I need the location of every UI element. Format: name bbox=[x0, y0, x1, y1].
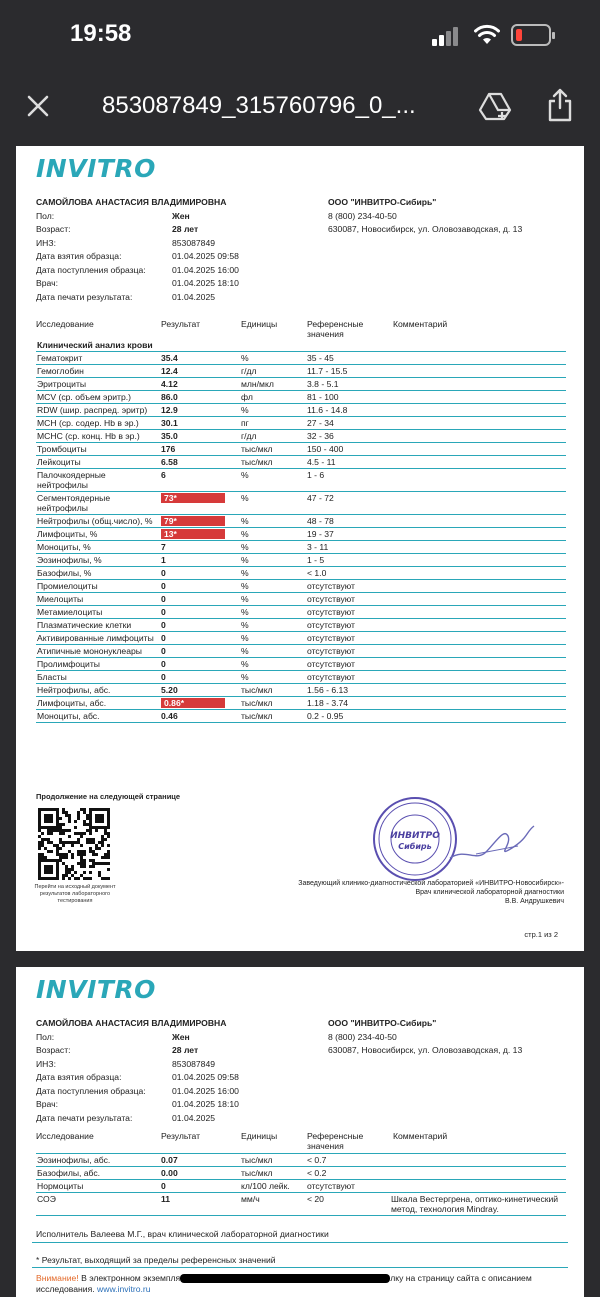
cell-comment bbox=[390, 697, 566, 710]
cell-ref: отсутствуют bbox=[306, 671, 390, 684]
abnormal-flag: 0.86* bbox=[161, 698, 225, 708]
field-label: Дата поступления образца: bbox=[36, 1085, 146, 1096]
field-label: Пол: bbox=[36, 1031, 55, 1042]
cell-unit: тыс/мкл bbox=[240, 710, 306, 723]
col-reference: Референсные значения bbox=[307, 1131, 364, 1151]
table-row bbox=[36, 1180, 566, 1193]
cell-comment bbox=[390, 456, 566, 469]
cell-value: 35.0 bbox=[160, 430, 240, 443]
lab-info bbox=[328, 196, 578, 237]
field-label: Возраст: bbox=[36, 224, 71, 234]
table-row bbox=[36, 710, 566, 723]
cell-unit: % bbox=[240, 352, 306, 365]
cell-value: 35.4 bbox=[160, 352, 240, 365]
table-row bbox=[36, 391, 566, 404]
close-icon[interactable] bbox=[24, 92, 52, 120]
cell-name: Промиелоциты bbox=[36, 580, 160, 593]
cell-unit: % bbox=[240, 671, 306, 684]
table-row bbox=[36, 567, 566, 580]
file-title: 853087849_315760796_0_... bbox=[102, 92, 416, 119]
cell-name: Эозинофилы, абс. bbox=[36, 1154, 160, 1167]
cell-comment bbox=[390, 515, 566, 528]
field-label: Дата печати результата: bbox=[36, 1112, 133, 1123]
cell-value: 0 bbox=[160, 1180, 240, 1193]
doctor-title: Врач клинической лабораторной диагностики bbox=[415, 889, 564, 896]
cell-name: Моноциты, абс. bbox=[36, 710, 160, 723]
lab-head-signature-block bbox=[246, 879, 564, 906]
cell-ref: < 1.0 bbox=[306, 567, 390, 580]
cell-name: Бласты bbox=[36, 671, 160, 684]
cell-ref: 4.5 - 11 bbox=[306, 456, 390, 469]
table-row bbox=[36, 528, 566, 541]
cell-ref: 11.7 - 15.5 bbox=[306, 365, 390, 378]
patient-info bbox=[36, 1017, 326, 1125]
field-value: 01.04.2025 16:00 bbox=[172, 264, 239, 275]
results-table-2 bbox=[36, 1153, 566, 1216]
cell-comment: Шкала Вестергрена, оптико-кинетический метод, технология Mindray. bbox=[390, 1193, 566, 1216]
table-row bbox=[36, 593, 566, 606]
cell-name: Базофилы, % bbox=[36, 567, 160, 580]
cell-ref: отсутствуют bbox=[306, 580, 390, 593]
field-label: ИНЗ: bbox=[36, 237, 56, 248]
field-value: 01.04.2025 bbox=[172, 291, 216, 302]
cell-unit: % bbox=[240, 554, 306, 567]
attention-text-a: В электронном экземпля bbox=[78, 1273, 181, 1283]
table-row bbox=[36, 352, 566, 365]
cell-comment bbox=[390, 492, 566, 515]
cell-ref: < 0.2 bbox=[306, 1167, 390, 1180]
cell-value: 4.12 bbox=[160, 378, 240, 391]
svg-text:Сибирь: Сибирь bbox=[398, 842, 432, 851]
table-row bbox=[36, 671, 566, 684]
cell-name: Миелоциты bbox=[36, 593, 160, 606]
signal-icon bbox=[432, 26, 462, 46]
table-row bbox=[36, 430, 566, 443]
cell-unit: мм/ч bbox=[240, 1193, 306, 1216]
page-number: стр.1 из 2 bbox=[524, 930, 558, 939]
lab-address: 630087, Новосибирск, ул. Оловозаводская, д. 13 bbox=[328, 1045, 523, 1055]
table-row bbox=[36, 1154, 566, 1167]
patient-field bbox=[36, 1112, 326, 1126]
cell-comment bbox=[390, 580, 566, 593]
field-label: Дата печати результата: bbox=[36, 291, 133, 302]
table-row bbox=[36, 456, 566, 469]
cell-ref: 1 - 6 bbox=[306, 469, 390, 492]
abnormal-flag: 13* bbox=[161, 529, 225, 539]
cell-name: Нейтрофилы (общ.число), % bbox=[36, 515, 160, 528]
cell-value: 0 bbox=[160, 619, 240, 632]
lab-name: ООО "ИНВИТРО-Сибирь" bbox=[328, 197, 437, 207]
cell-ref: < 20 bbox=[306, 1193, 390, 1216]
cell-name: Плазматические клетки bbox=[36, 619, 160, 632]
cell-ref: 35 - 45 bbox=[306, 352, 390, 365]
field-label: Дата поступления образца: bbox=[36, 264, 146, 275]
col-reference: Референсные значения bbox=[307, 319, 364, 339]
patient-name: САМОЙЛОВА АНАСТАСИЯ ВЛАДИМИРОВНА bbox=[36, 197, 227, 207]
table-row bbox=[36, 469, 566, 492]
qr-code[interactable] bbox=[38, 808, 110, 880]
table-row bbox=[36, 619, 566, 632]
field-value: Жен bbox=[172, 1031, 190, 1042]
divider bbox=[32, 1242, 568, 1243]
cell-name: Палочкоядерные нейтрофилы bbox=[36, 469, 160, 492]
col-result: Результат bbox=[161, 319, 201, 329]
cell-unit: % bbox=[240, 606, 306, 619]
cell-comment bbox=[390, 430, 566, 443]
patient-field bbox=[36, 1044, 326, 1058]
cell-ref: < 0.7 bbox=[306, 1154, 390, 1167]
cell-comment bbox=[390, 528, 566, 541]
table-row bbox=[36, 1193, 566, 1216]
cell-value: 0.07 bbox=[160, 1154, 240, 1167]
table-row bbox=[36, 492, 566, 515]
cell-ref: отсутствуют bbox=[306, 593, 390, 606]
continuation-note: Продолжение на следующей странице bbox=[36, 792, 181, 801]
footnote: * Результат, выходящий за пределы референсных значений bbox=[36, 1255, 276, 1265]
cell-comment bbox=[390, 417, 566, 430]
table-row bbox=[36, 684, 566, 697]
attention-note bbox=[36, 1273, 576, 1295]
cell-ref: 150 - 400 bbox=[306, 443, 390, 456]
cell-ref: 81 - 100 bbox=[306, 391, 390, 404]
cell-unit: г/дл bbox=[240, 430, 306, 443]
cell-unit: тыс/мкл bbox=[240, 1154, 306, 1167]
cell-unit: тыс/мкл bbox=[240, 456, 306, 469]
cell-comment bbox=[390, 1167, 566, 1180]
field-label: Врач: bbox=[36, 1099, 58, 1109]
cell-ref: отсутствуют bbox=[306, 619, 390, 632]
cell-comment bbox=[390, 365, 566, 378]
field-label: Дата взятия образца: bbox=[36, 1072, 122, 1082]
cell-comment bbox=[390, 554, 566, 567]
cell-value: 11 bbox=[160, 1193, 240, 1216]
invitro-logo: INVITRO bbox=[36, 975, 156, 1004]
cell-comment bbox=[390, 378, 566, 391]
patient-field bbox=[36, 277, 326, 291]
cell-name: Тромбоциты bbox=[36, 443, 160, 456]
cell-comment bbox=[390, 391, 566, 404]
col-units: Единицы bbox=[241, 319, 278, 329]
field-value: 01.04.2025 09:58 bbox=[172, 251, 239, 261]
cell-value: 0.00 bbox=[160, 1167, 240, 1180]
field-label: ИНЗ: bbox=[36, 1058, 56, 1069]
cell-comment bbox=[390, 632, 566, 645]
invitro-link[interactable]: www.invitro.ru bbox=[97, 1284, 151, 1294]
patient-info bbox=[36, 196, 326, 304]
field-label: Врач: bbox=[36, 278, 58, 288]
cell-value bbox=[160, 697, 240, 710]
cell-ref: 48 - 78 bbox=[306, 515, 390, 528]
cell-ref: 1 - 5 bbox=[306, 554, 390, 567]
patient-name: САМОЙЛОВА АНАСТАСИЯ ВЛАДИМИРОВНА bbox=[36, 1018, 227, 1028]
cell-unit: % bbox=[240, 515, 306, 528]
table-row bbox=[36, 632, 566, 645]
invitro-logo: INVITRO bbox=[36, 154, 156, 183]
field-value: 01.04.2025 18:10 bbox=[172, 1099, 239, 1109]
cell-value: 30.1 bbox=[160, 417, 240, 430]
table-row bbox=[36, 365, 566, 378]
cell-unit: тыс/мкл bbox=[240, 443, 306, 456]
field-label: Дата взятия образца: bbox=[36, 251, 122, 261]
cell-name: Лейкоциты bbox=[36, 456, 160, 469]
cell-comment bbox=[390, 469, 566, 492]
cell-name: Лимфоциты, % bbox=[36, 528, 160, 541]
cell-name: Базофилы, абс. bbox=[36, 1167, 160, 1180]
cell-unit: фл bbox=[240, 391, 306, 404]
cell-name: СОЭ bbox=[36, 1193, 160, 1216]
cell-comment bbox=[390, 645, 566, 658]
cell-ref: 19 - 37 bbox=[306, 528, 390, 541]
doctor-name: В.В. Андрушкевич bbox=[504, 898, 564, 905]
cell-value bbox=[160, 515, 240, 528]
viewer-toolbar bbox=[0, 70, 600, 146]
cell-name: Гемоглобин bbox=[36, 365, 160, 378]
cell-value: 0.46 bbox=[160, 710, 240, 723]
cell-name: MCHC (ср. конц. Hb в эр.) bbox=[36, 430, 160, 443]
field-label: Возраст: bbox=[36, 1045, 71, 1055]
cell-unit: % bbox=[240, 632, 306, 645]
cell-unit: млн/мкл bbox=[240, 378, 306, 391]
table-row bbox=[36, 658, 566, 671]
cell-name: Нейтрофилы, абс. bbox=[36, 684, 160, 697]
redaction-bar bbox=[180, 1274, 390, 1283]
col-study: Исследование bbox=[36, 1131, 94, 1141]
qr-caption: Перейти на исходный документ результатов лабораторного тестирования bbox=[34, 884, 116, 904]
col-units: Единицы bbox=[241, 1131, 278, 1141]
cell-unit: % bbox=[240, 528, 306, 541]
cell-value: 7 bbox=[160, 541, 240, 554]
table-row bbox=[36, 443, 566, 456]
cell-value: 0 bbox=[160, 593, 240, 606]
lab-info bbox=[328, 1017, 578, 1058]
patient-field bbox=[36, 1071, 326, 1085]
cell-name: Моноциты, % bbox=[36, 541, 160, 554]
share-icon[interactable] bbox=[546, 88, 574, 122]
table-row bbox=[36, 580, 566, 593]
col-result: Результат bbox=[161, 1131, 201, 1141]
cell-value: 176 bbox=[160, 443, 240, 456]
cell-comment bbox=[390, 541, 566, 554]
cell-value: 5.20 bbox=[160, 684, 240, 697]
cell-unit: % bbox=[240, 469, 306, 492]
cell-ref: 27 - 34 bbox=[306, 417, 390, 430]
table-row bbox=[36, 541, 566, 554]
cell-unit: % bbox=[240, 492, 306, 515]
cell-ref: 0.2 - 0.95 bbox=[306, 710, 390, 723]
table-row bbox=[36, 417, 566, 430]
lab-phone: 8 (800) 234-40-50 bbox=[328, 1031, 397, 1042]
cell-name: Сегментоядерные нейтрофилы bbox=[36, 492, 160, 515]
cell-ref: 1.18 - 3.74 bbox=[306, 697, 390, 710]
cell-value: 12.4 bbox=[160, 365, 240, 378]
col-study: Исследование bbox=[36, 319, 94, 329]
cell-unit: г/дл bbox=[240, 365, 306, 378]
cell-ref: 32 - 36 bbox=[306, 430, 390, 443]
field-value: 28 лет bbox=[172, 224, 199, 234]
table-row bbox=[36, 554, 566, 567]
field-value: 28 лет bbox=[172, 1045, 199, 1055]
divider bbox=[32, 1267, 568, 1268]
executor: Исполнитель Валеева М.Г., врач клинической лабораторной диагностики bbox=[36, 1229, 329, 1239]
patient-field bbox=[36, 250, 326, 264]
patient-field bbox=[36, 291, 326, 305]
cell-unit: тыс/мкл bbox=[240, 697, 306, 710]
cell-name: RDW (шир. распред. эритр) bbox=[36, 404, 160, 417]
cell-value: 86.0 bbox=[160, 391, 240, 404]
field-value: 01.04.2025 16:00 bbox=[172, 1085, 239, 1096]
doctor-signature bbox=[446, 818, 536, 868]
section-title: Клинический анализ крови bbox=[36, 339, 566, 352]
table-row bbox=[36, 378, 566, 391]
cell-name: Активированные лимфоциты bbox=[36, 632, 160, 645]
cell-name: MCV (ср. объем эритр.) bbox=[36, 391, 160, 404]
document-page-2 bbox=[16, 967, 584, 1297]
patient-field bbox=[36, 1098, 326, 1112]
cell-unit: % bbox=[240, 645, 306, 658]
cell-name: Эозинофилы, % bbox=[36, 554, 160, 567]
cell-comment bbox=[390, 658, 566, 671]
field-value: 01.04.2025 18:10 bbox=[172, 278, 239, 288]
wifi-icon bbox=[474, 22, 500, 46]
patient-field bbox=[36, 1058, 326, 1072]
document-page-1 bbox=[16, 146, 584, 951]
cell-value bbox=[160, 528, 240, 541]
cell-value: 0 bbox=[160, 606, 240, 619]
cell-comment bbox=[390, 671, 566, 684]
cell-value bbox=[160, 492, 240, 515]
cell-ref: отсутствуют bbox=[306, 658, 390, 671]
cell-name: Пролимфоциты bbox=[36, 658, 160, 671]
field-value: 853087849 bbox=[172, 237, 216, 248]
cell-comment bbox=[390, 567, 566, 580]
cell-comment bbox=[390, 443, 566, 456]
lab-name: ООО "ИНВИТРО-Сибирь" bbox=[328, 1018, 437, 1028]
table-row bbox=[36, 697, 566, 710]
cell-comment bbox=[390, 684, 566, 697]
cell-ref: отсутствуют bbox=[306, 606, 390, 619]
table-row bbox=[36, 1167, 566, 1180]
field-value: 853087849 bbox=[172, 1058, 216, 1069]
cell-comment bbox=[390, 1154, 566, 1167]
cell-unit: % bbox=[240, 404, 306, 417]
cell-name: Нормоциты bbox=[36, 1180, 160, 1193]
abnormal-flag: 79* bbox=[161, 516, 225, 526]
cell-unit: % bbox=[240, 541, 306, 554]
cell-name: Атипичные мононуклеары bbox=[36, 645, 160, 658]
cell-ref: отсутствуют bbox=[306, 1180, 390, 1193]
cell-ref: 11.6 - 14.8 bbox=[306, 404, 390, 417]
attention-label: Внимание! bbox=[36, 1273, 79, 1283]
col-comment: Комментарий bbox=[393, 1131, 448, 1141]
cell-ref: 3 - 11 bbox=[306, 541, 390, 554]
cell-unit: тыс/мкл bbox=[240, 684, 306, 697]
cell-comment bbox=[390, 606, 566, 619]
field-value: 01.04.2025 09:58 bbox=[172, 1072, 239, 1082]
cell-unit: тыс/мкл bbox=[240, 1167, 306, 1180]
status-bar bbox=[0, 0, 600, 70]
cell-value: 6.58 bbox=[160, 456, 240, 469]
abnormal-flag: 73* bbox=[161, 493, 225, 503]
cell-unit: % bbox=[240, 658, 306, 671]
table-row bbox=[36, 404, 566, 417]
cell-value: 0 bbox=[160, 632, 240, 645]
cell-unit: пг bbox=[240, 417, 306, 430]
patient-field bbox=[36, 237, 326, 251]
field-label: Пол: bbox=[36, 210, 55, 221]
shared-drive-icon[interactable] bbox=[478, 90, 512, 122]
patient-field bbox=[36, 1085, 326, 1099]
results-table-1 bbox=[36, 339, 566, 723]
cell-ref: 3.8 - 5.1 bbox=[306, 378, 390, 391]
cell-ref: отсутствуют bbox=[306, 632, 390, 645]
patient-field bbox=[36, 210, 326, 224]
cell-comment bbox=[390, 710, 566, 723]
cell-value: 0 bbox=[160, 580, 240, 593]
cell-value: 0 bbox=[160, 645, 240, 658]
cell-name: Эритроциты bbox=[36, 378, 160, 391]
cell-value: 6 bbox=[160, 469, 240, 492]
svg-text:ИНВИТРО: ИНВИТРО bbox=[390, 831, 440, 841]
cell-name: Гематокрит bbox=[36, 352, 160, 365]
attention-text-b: лку на страницу сайта с описанием исследования. bbox=[36, 1273, 532, 1294]
field-value: 01.04.2025 bbox=[172, 1112, 216, 1123]
cell-unit: % bbox=[240, 593, 306, 606]
cell-name: MCH (ср. содер. Hb в эр.) bbox=[36, 417, 160, 430]
cell-comment bbox=[390, 593, 566, 606]
cell-comment bbox=[390, 619, 566, 632]
cell-comment bbox=[390, 404, 566, 417]
cell-comment bbox=[390, 352, 566, 365]
status-time: 19:58 bbox=[70, 20, 132, 47]
table-row bbox=[36, 645, 566, 658]
cell-name: Метамиелоциты bbox=[36, 606, 160, 619]
cell-ref: 47 - 72 bbox=[306, 492, 390, 515]
table-row bbox=[36, 515, 566, 528]
cell-unit: % bbox=[240, 619, 306, 632]
cell-value: 12.9 bbox=[160, 404, 240, 417]
cell-comment bbox=[390, 1180, 566, 1193]
cell-value: 0 bbox=[160, 671, 240, 684]
lab-phone: 8 (800) 234-40-50 bbox=[328, 210, 397, 221]
patient-field bbox=[36, 264, 326, 278]
cell-ref: 1.56 - 6.13 bbox=[306, 684, 390, 697]
cell-ref: отсутствуют bbox=[306, 645, 390, 658]
table-row bbox=[36, 606, 566, 619]
cell-value: 1 bbox=[160, 554, 240, 567]
cell-value: 0 bbox=[160, 658, 240, 671]
lab-address: 630087, Новосибирск, ул. Оловозаводская, д. 13 bbox=[328, 224, 523, 234]
col-comment: Комментарий bbox=[393, 319, 448, 329]
cell-unit: % bbox=[240, 567, 306, 580]
cell-unit: % bbox=[240, 580, 306, 593]
cell-name: Лимфоциты, абс. bbox=[36, 697, 160, 710]
patient-field bbox=[36, 1031, 326, 1045]
head-of-lab: Заведующий клинико-диагностической лабораторией «ИНВИТРО-Новосибирск»- bbox=[298, 880, 564, 887]
patient-field bbox=[36, 223, 326, 237]
cell-unit: кл/100 лейк. bbox=[240, 1180, 306, 1193]
field-value: Жен bbox=[172, 210, 190, 221]
cell-value: 0 bbox=[160, 567, 240, 580]
battery-icon bbox=[511, 24, 551, 46]
